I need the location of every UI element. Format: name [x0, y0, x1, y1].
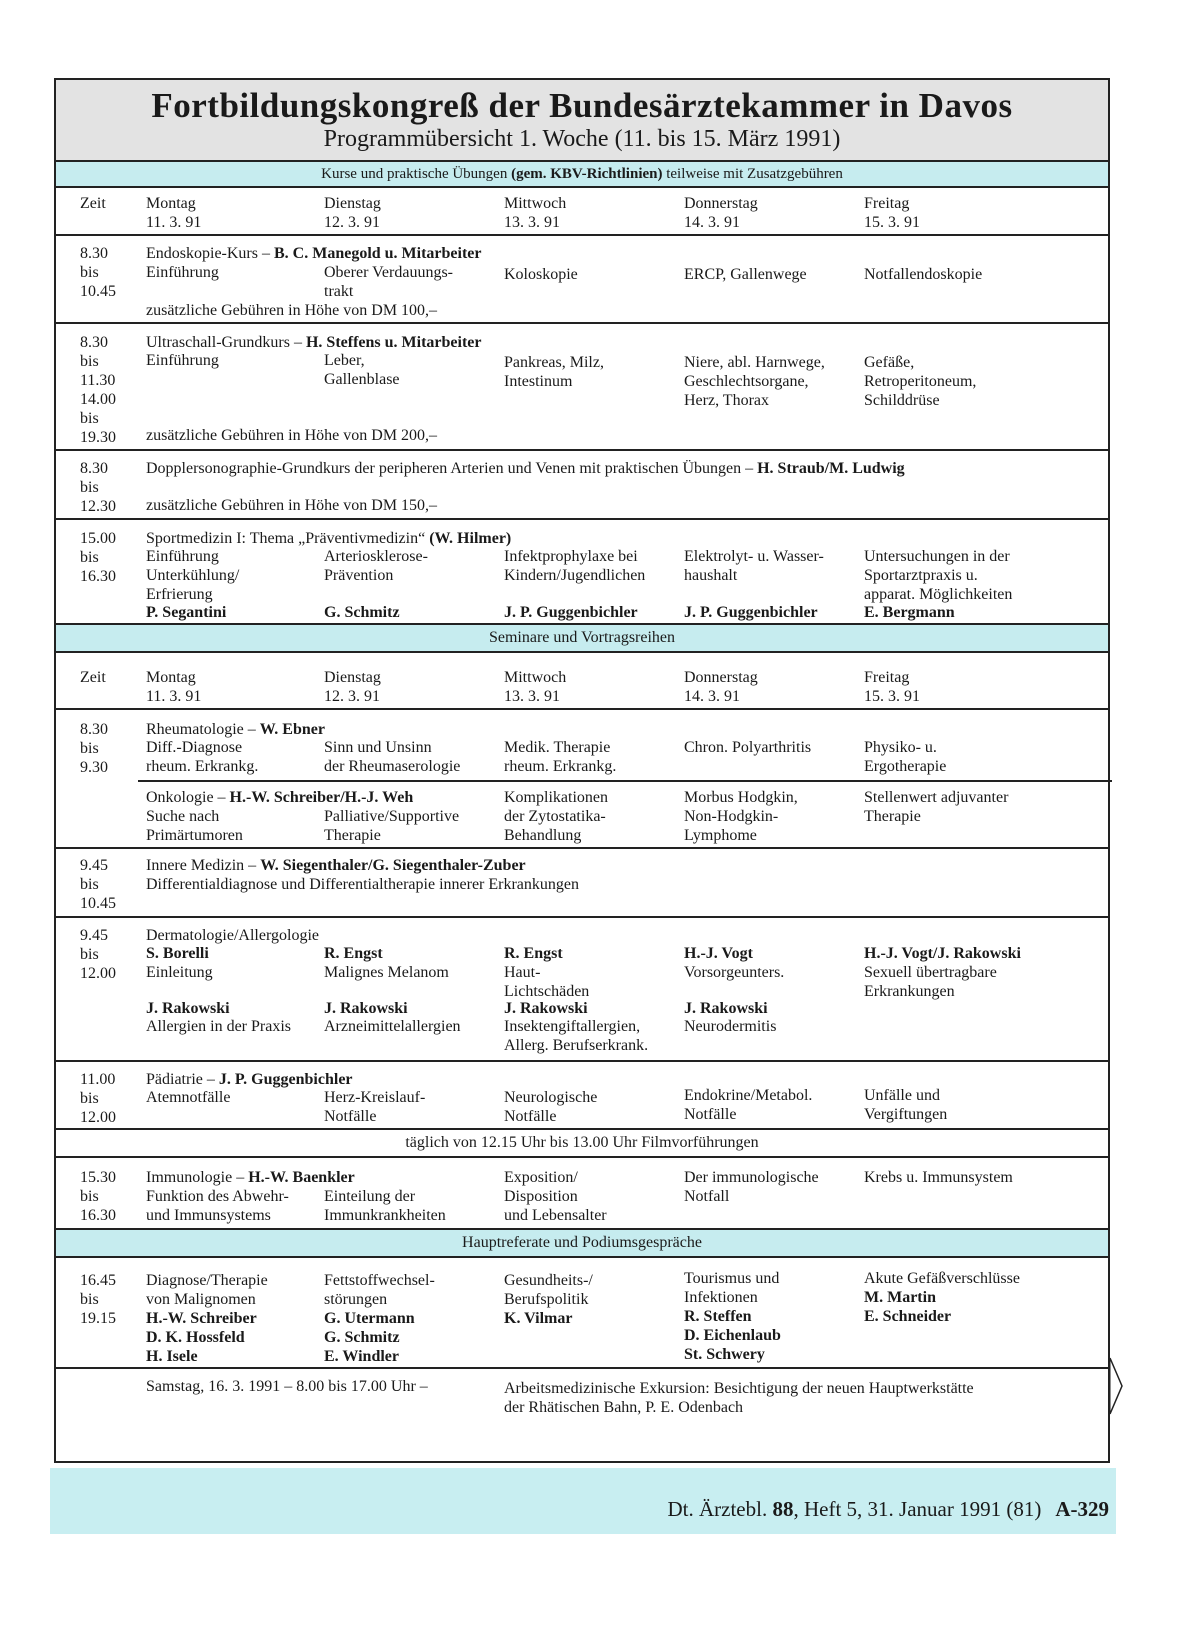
speaker: J. Rakowski: [504, 1000, 588, 1017]
course-title: [146, 1168, 355, 1187]
page-subtitle: Programmübersicht 1. Woche (11. bis 15. März 1991): [323, 126, 841, 152]
course-name: Immunologie –: [146, 1169, 249, 1186]
course-title: Dermatologie/Allergologie: [146, 927, 319, 944]
day-name: Mittwoch: [504, 195, 567, 212]
arrow-right-icon: [1108, 1356, 1126, 1416]
day-name: Freitag: [864, 669, 910, 686]
day-name: Dienstag: [324, 195, 381, 212]
speaker: H.-J. Vogt/J. Rakowski: [864, 945, 1021, 962]
speaker: G. Utermann G. Schmitz E. Windler: [324, 1310, 415, 1365]
band-text: Kurse und praktische Übungen: [321, 166, 512, 182]
session-cell: Neurologische Notfälle: [504, 1089, 598, 1125]
program-table: [54, 78, 1110, 1463]
speaker: R. Engst: [324, 945, 383, 962]
session-cell: Notfallendoskopie: [864, 266, 983, 283]
topic: Gesundheits-/ Berufspolitik: [504, 1272, 593, 1308]
time-cell: 9.45 bis 10.45: [80, 857, 116, 912]
time-cell: 8.30 bis 9.30: [80, 721, 108, 776]
session-cell: Sexuell übertragbare Erkrankungen: [864, 964, 997, 1000]
course-title: [146, 788, 413, 807]
session-cell: Einführung Unterkühlung/ Erfrierung: [146, 548, 240, 603]
fee-note: zusätzliche Gebühren in Höhe von DM 150,–: [146, 497, 438, 514]
page-title: Fortbildungskongreß der Bundesärztekammer in Davos: [151, 86, 1013, 125]
course-name: Innere Medizin –: [146, 857, 261, 874]
speaker: J. P. Guggenbichler: [504, 604, 638, 621]
day-name: Mittwoch: [504, 669, 567, 686]
speaker: H.-W. Schreiber D. K. Hossfeld H. Isele: [146, 1310, 257, 1365]
film-notice: täglich von 12.15 Uhr bis 13.00 Uhr Filmvorführungen: [56, 1128, 1108, 1158]
course-name: Pädiatrie –: [146, 1071, 219, 1088]
course-name: Rheumatologie –: [146, 721, 260, 738]
session-cell: Komplikationen der Zytostatika- Behandlung: [504, 789, 608, 844]
course-lead: H. Steffens u. Mitarbeiter: [305, 334, 482, 351]
header: [56, 80, 1108, 162]
course-name: Dopplersonographie-Grundkurs der peripheren Arterien und Venen mit praktischen Übungen –: [146, 460, 758, 477]
topic: Diagnose/Therapie von Malignomen: [146, 1272, 268, 1308]
speaker: J. Rakowski: [146, 1000, 230, 1017]
speaker: S. Borelli: [146, 945, 209, 962]
session-cell: Arteriosklerose- Prävention: [324, 548, 428, 584]
session-cell: Pankreas, Milz, Intestinum: [504, 354, 604, 390]
session-cell: Funktion des Abwehr- und Immunsystems: [146, 1188, 289, 1224]
page-number: A-329: [1055, 1497, 1109, 1521]
session-cell: Oberer Verdauungs- trakt: [324, 264, 453, 300]
course-title: [146, 459, 905, 478]
time-cell: 8.30 bis 10.45: [80, 245, 116, 300]
session-cell: Einführung: [146, 264, 219, 281]
fee-note: zusätzliche Gebühren in Höhe von DM 200,–: [146, 427, 438, 444]
day-name: Donnerstag: [684, 669, 758, 686]
course-title: [146, 1070, 353, 1089]
band-bold: (gem. KBV-Richtlinien): [511, 166, 663, 182]
session-cell: Haut- Lichtschäden: [504, 964, 590, 1000]
speaker: J. Rakowski: [684, 1000, 768, 1017]
time-cell: 16.45 bis 19.15: [80, 1272, 116, 1327]
band-text: teilweise mit Zusatzgebühren: [662, 166, 843, 182]
session-cell: Der immunologische Notfall: [684, 1169, 819, 1205]
topic: Akute Gefäßverschlüsse: [864, 1270, 1020, 1287]
day-date: 14. 3. 91: [684, 688, 740, 705]
journal-name: Dt. Ärztebl.: [667, 1497, 773, 1521]
session-cell: Chron. Polyarthritis: [684, 739, 812, 756]
zeit-label: Zeit: [80, 669, 106, 686]
day-name: Montag: [146, 195, 196, 212]
day-date: 15. 3. 91: [864, 214, 920, 231]
time-cell: 9.45 bis 12.00: [80, 927, 116, 982]
section-band-kurse: [56, 160, 1108, 188]
session-cell: Einführung: [146, 352, 219, 369]
session-cell: Insektengiftallergien, Allerg. Berufserkrank.: [504, 1018, 649, 1054]
day-name: Dienstag: [324, 669, 381, 686]
course-title: [146, 244, 482, 263]
session-cell: Morbus Hodgkin, Non-Hodgkin- Lymphome: [684, 789, 798, 844]
speaker: R. Steffen D. Eichenlaub St. Schwery: [684, 1308, 781, 1363]
course-lead: H. Straub/M. Ludwig: [757, 460, 905, 477]
day-name: Montag: [146, 669, 196, 686]
course-lead: J. P. Guggenbichler: [218, 1071, 353, 1088]
speaker: M. Martin E. Schneider: [864, 1289, 952, 1325]
speaker: J. P. Guggenbichler: [684, 604, 818, 621]
session-cell: Exposition/ Disposition und Lebensalter: [504, 1169, 607, 1224]
session-cell: Einleitung: [146, 964, 213, 981]
session-cell: Leber, Gallenblase: [324, 352, 400, 388]
course-lead: (W. Hilmer): [429, 530, 512, 547]
session-cell: ERCP, Gallenwege: [684, 266, 807, 283]
course-name: Onkologie –: [146, 789, 230, 806]
speaker: J. Rakowski: [324, 1000, 408, 1017]
excursion-description: Arbeitsmedizinische Exkursion: Besichtigung der neuen Hauptwerkstätte der Rhätischen Bahn, P. E. Odenbach: [504, 1380, 974, 1416]
session-cell: Niere, abl. Harnwege, Geschlechtsorgane, Herz, Thorax: [684, 354, 825, 409]
session-cell: Physiko- u. Ergotherapie: [864, 739, 947, 775]
day-date: 11. 3. 91: [146, 688, 202, 705]
day-date: 12. 3. 91: [324, 214, 380, 231]
day-date: 13. 3. 91: [504, 214, 560, 231]
session-cell: Diff.-Diagnose rheum. Erkrankg.: [146, 739, 259, 775]
course-name: Endoskopie-Kurs –: [146, 245, 274, 262]
day-name: Freitag: [864, 195, 910, 212]
course-lead: W. Siegenthaler/G. Siegenthaler-Zuber: [260, 857, 526, 874]
course-title: [146, 720, 325, 739]
session-cell: Elektrolyt- u. Wasser- haushalt: [684, 548, 824, 584]
session-cell: Untersuchungen in der Sportarztpraxis u. apparat. Möglichkeiten: [864, 548, 1013, 603]
course-name: Sportmedizin I: Thema „Präventivmedizin“: [146, 530, 430, 547]
day-name: Donnerstag: [684, 195, 758, 212]
day-date: 14. 3. 91: [684, 214, 740, 231]
topic: Tourismus und Infektionen: [684, 1270, 780, 1306]
day-date: 12. 3. 91: [324, 688, 380, 705]
day-date: 11. 3. 91: [146, 214, 202, 231]
volume-number: 88: [772, 1497, 794, 1521]
section-band-seminare: Seminare und Vortragsreihen: [56, 623, 1108, 653]
topic: Fettstoffwechsel- störungen: [324, 1272, 435, 1308]
session-cell: Endokrine/Metabol. Notfälle: [684, 1087, 813, 1123]
course-lead: W. Ebner: [259, 721, 325, 738]
course-description: Differentialdiagnose und Differentialtherapie innerer Erkrankungen: [146, 876, 580, 893]
speaker: P. Segantini: [146, 604, 227, 621]
session-cell: Sinn und Unsinn der Rheumaserologie: [324, 739, 461, 775]
speaker: K. Vilmar: [504, 1310, 573, 1327]
session-cell: Infektprophylaxe bei Kindern/Jugendlichen: [504, 548, 646, 584]
session-cell: Stellenwert adjuvanter Therapie: [864, 789, 1009, 825]
time-cell: 15.00 bis 16.30: [80, 530, 116, 585]
course-title: [146, 856, 526, 875]
session-cell: Neurodermitis: [684, 1018, 777, 1035]
speaker: R. Engst: [504, 945, 563, 962]
session-cell: Arzneimittelallergien: [324, 1018, 461, 1035]
session-cell: Herz-Kreislauf- Notfälle: [324, 1089, 426, 1125]
session-cell: Suche nach Primärtumoren: [146, 808, 243, 844]
day-date: 15. 3. 91: [864, 688, 920, 705]
session-cell: Palliative/Supportive Therapie: [324, 808, 460, 844]
course-title: [146, 529, 511, 548]
course-lead: H.-W. Baenkler: [248, 1169, 355, 1186]
session-cell: Atemnotfälle: [146, 1089, 231, 1106]
session-cell: Medik. Therapie rheum. Erkrankg.: [504, 739, 617, 775]
course-lead: B. C. Manegold u. Mitarbeiter: [273, 245, 482, 262]
course-title: [146, 333, 481, 352]
course-lead: H.-W. Schreiber/H.-J. Weh: [229, 789, 414, 806]
session-cell: Einteilung der Immunkrankheiten: [324, 1188, 446, 1224]
session-cell: Koloskopie: [504, 266, 578, 283]
zeit-label: Zeit: [80, 195, 106, 212]
speaker: H.-J. Vogt: [684, 945, 753, 962]
page-footer: [667, 1497, 1109, 1522]
session-cell: Vorsorgeunters.: [684, 964, 785, 981]
session-cell: Unfälle und Vergiftungen: [864, 1087, 948, 1123]
session-cell: Gefäße, Retroperitoneum, Schilddrüse: [864, 354, 977, 409]
excursion-date: Samstag, 16. 3. 1991 – 8.00 bis 17.00 Uhr –: [146, 1378, 428, 1395]
fee-note: zusätzliche Gebühren in Höhe von DM 100,–: [146, 302, 438, 319]
issue-info: , Heft 5, 31. Januar 1991 (81): [793, 1497, 1042, 1521]
session-cell: Malignes Melanom: [324, 964, 449, 981]
course-name: Ultraschall-Grundkurs –: [146, 334, 306, 351]
section-band-hauptreferate: Hauptreferate und Podiumsgespräche: [56, 1228, 1108, 1258]
day-date: 13. 3. 91: [504, 688, 560, 705]
time-cell: 15.30 bis 16.30: [80, 1169, 116, 1224]
speaker: G. Schmitz: [324, 604, 400, 621]
time-cell: 8.30 bis 12.30: [80, 460, 116, 515]
session-cell: Krebs u. Immunsystem: [864, 1169, 1013, 1186]
time-cell: 8.30 bis 11.30 14.00 bis 19.30: [80, 334, 116, 446]
speaker: E. Bergmann: [864, 604, 955, 621]
time-cell: 11.00 bis 12.00: [80, 1071, 116, 1126]
session-cell: Allergien in der Praxis: [146, 1018, 292, 1035]
